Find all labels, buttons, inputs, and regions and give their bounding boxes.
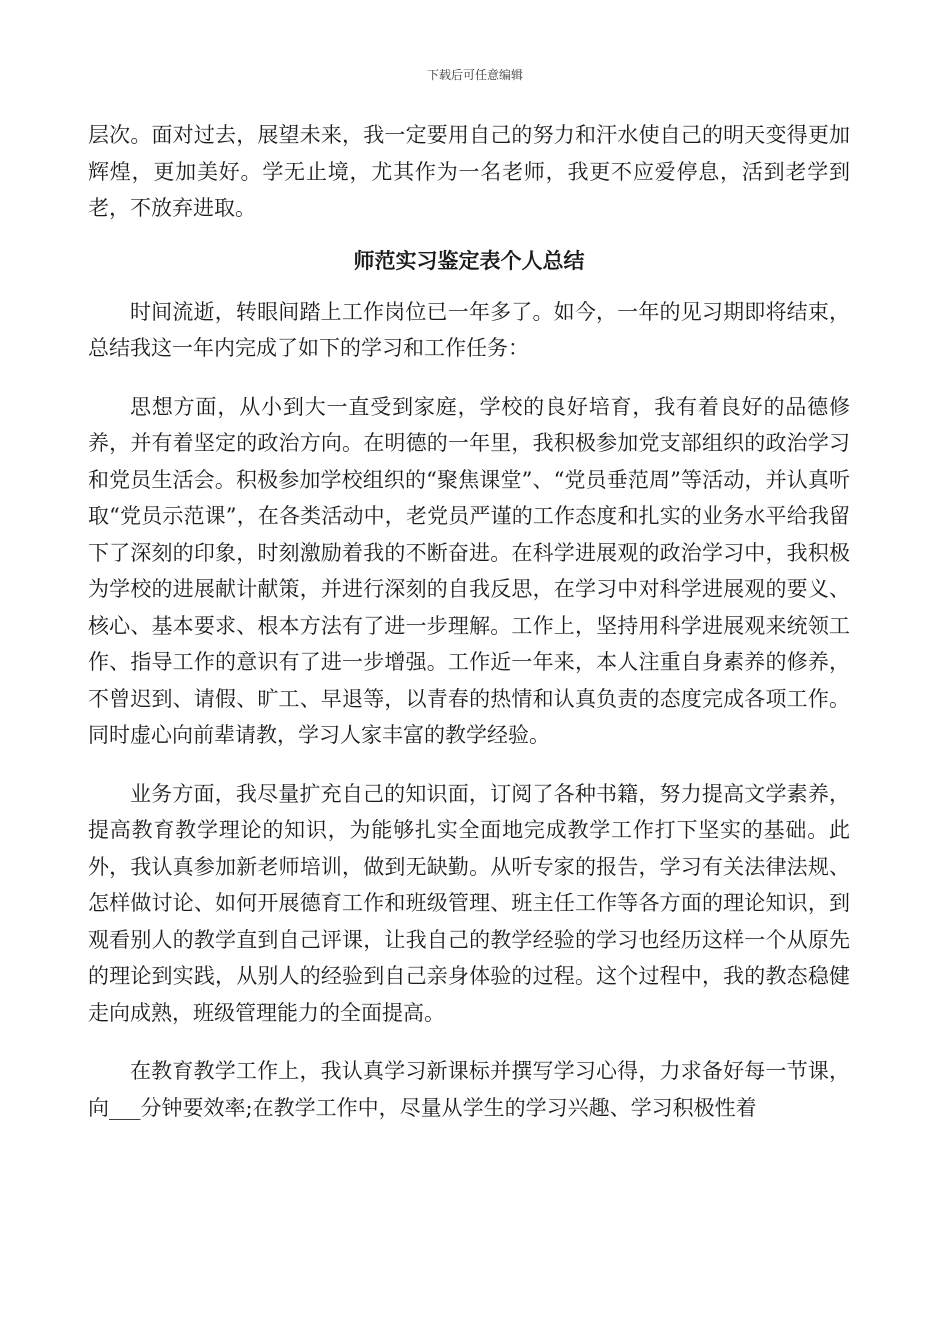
paragraph-teaching: 在教育教学工作上，我认真学习新课标并撰写学习心得，力求备好每一节课，向___分钟要效率;在教学工作中，尽量从学生的学习兴趣、学习积极性着 — [88, 1059, 850, 1120]
paragraph-intro: 时间流逝，转眼间踏上工作岗位已一年多了。如今，一年的见习期即将结束，总结我这一年内完成了如下的学习和工作任务： — [88, 299, 850, 360]
continued-paragraph: 层次。面对过去，展望未来，我一定要用自己的努力和汗水使自己的明天变得更加辉煌，更加美好。学无止境，尤其作为一名老师，我更不应爱停息，活到老学到老，不放弃进取。 — [88, 123, 850, 220]
section-title: 师范实习鉴定表个人总结 — [353, 247, 585, 273]
paragraph-ideology: 思想方面，从小到大一直受到家庭，学校的良好培育，我有着良好的品德修养，并有着坚定的政治方向。在明德的一年里，我积极参加党支部组织的政治学习和党员生活会。积极参加学校组织的“聚焦课堂”、“党员垂范周”等活动，并认真听取“党员示范课”，在各类活动中，老党员严谨的工作态度和扎实的业务水平给我留下了深刻的印象，时刻激励着我的不断奋进。在科学进展观的政治学习中，我积极为学校的进展献计献策，并进行深刻的自我反思，在学习中对科学进展观的要义、核心、基本要求、根本方法有了进一步理解。工作上，坚持用科学进展观来统领工作、指导工作的意识有了进一步增强。工作近一年来，本人注重自身素养的修养，不曾迟到、请假、旷工、早退等，以青春的热情和认真负责的态度完成各项工作。同时虚心向前辈请教，学习人家丰富的教学经验。 — [88, 394, 850, 747]
paragraph-professional: 业务方面，我尽量扩充自己的知识面，订阅了各种书籍，努力提高文学素养，提高教育教学理论的知识，为能够扎实全面地完成教学工作打下坚实的基础。此外，我认真参加新老师培训，做到无缺勤。从听专家的报告，学习有关法律法规、怎样做讨论、如何开展德育工作和班级管理、班主任工作等各方面的理论知识，到观看别人的教学直到自己评课，让我自己的教学经验的学习也经历这样一个从原先的理论到实践，从别人的经验到自己亲身体验的过程。这个过程中，我的教态稳健走向成熟，班级管理能力的全面提高。 — [88, 781, 850, 1025]
page-header-note: 下载后可任意编辑 — [426, 68, 523, 82]
document-body — [88, 117, 850, 1126]
